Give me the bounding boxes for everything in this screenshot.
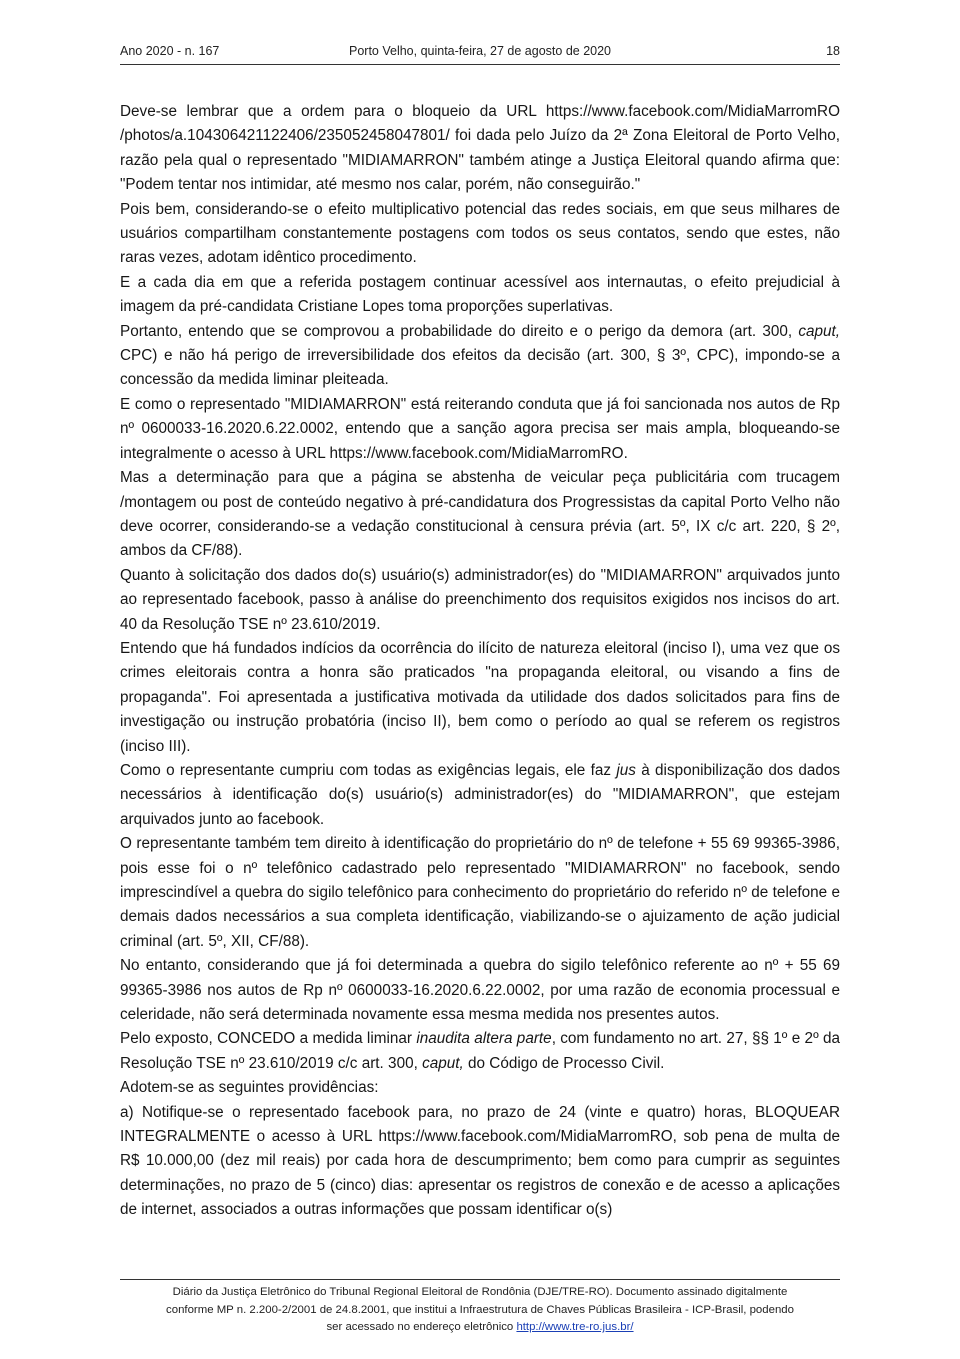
paragraph bbox=[120, 1027, 840, 1076]
text-run: do Código de Processo Civil. bbox=[463, 1054, 665, 1072]
text-run: , com fundamento no art. 27, §§ 1º e 2º da Resolução TSE nº 23.610/2019 c/c art. 300, bbox=[120, 1030, 840, 1072]
issue-number: Ano 2020 - n. 167 bbox=[120, 44, 220, 58]
place-date: Porto Velho, quinta-feira, 27 de agosto de 2020 bbox=[349, 44, 611, 58]
paragraph: Mas a determinação para que a página se abstenha de veicular peça publicitária com trucagem /montagem ou post de conteúdo negativo à pré-candidatura dos Progressistas da capital Porto Velho não deve ocorrer, considerando-se a vedação constitucional à censura prévia (art. 5º, IX c/c art. 220, § 2º, ambos da CF/88). bbox=[120, 469, 840, 560]
paragraph: Adotem-se as seguintes providências: bbox=[120, 1079, 379, 1097]
paragraph: E como o representado "MIDIAMARRON" está reiterando conduta que já foi sancionada nos autos de Rp nº 0600033-16.2020.6.22.0002, entendo que a sanção agora precisa ser mais ampla, bloqueando-se integralmente o acesso à URL https://www.facebook.com/MidiaMarromRO. bbox=[120, 395, 840, 462]
paragraph: E a cada dia em que a referida postagem continuar acessível aos internautas, o efeito prejudicial à imagem da pré-candidata Cristiane Lopes toma proporções superlativas. bbox=[120, 273, 840, 316]
text-run: Pelo exposto, CONCEDO a medida liminar bbox=[120, 1030, 417, 1048]
text-run: Portanto, entendo que se comprovou a probabilidade do direito e o perigo da demora (art. 300, bbox=[120, 322, 799, 340]
paragraph: O representante também tem direito à identificação do proprietário do nº de telefone + 55 69 99365-3986, pois esse foi o nº telefônico cadastrado pelo representado "MIDIAMARRON" no facebook, sendo imprescindível a quebra do sigilo telefônico para conhecimento do proprietário do referido nº de telefone e demais dados necessários a sua completa identificação, viabilizando-se o ajuizamento de ação judicial criminal (art. 5º, XII, CF/88). bbox=[120, 835, 840, 950]
italic-term: caput, bbox=[422, 1054, 464, 1072]
text-run: à disponibilização dos dados necessários à identificação do(s) usuário(s) administrador(es) do "MIDIAMARRON", que estejam arquivados junto ao facebook. bbox=[120, 761, 840, 828]
text-run: Como o representante cumpriu com todas as exigências legais, ele faz bbox=[120, 761, 617, 779]
paragraph: Entendo que há fundados indícios da ocorrência do ilícito de natureza eleitoral (inciso I), uma vez que os crimes eleitorais contra a honra são praticados "na propaganda eleitoral, ou visando a fins de propaganda". Foi apresentada a justificativa motivada da utilidade dos dados solicitados para fins de investigação ou instrução probatória (inciso II), bem como o período ao qual se referem os registros (inciso III). bbox=[120, 639, 840, 755]
footer-line bbox=[110, 1319, 850, 1337]
text-run: CPC) e não há perigo de irreversibilidade dos efeitos da decisão (art. 300, § 3º, CPC), impondo-se a concessão da medida liminar pleiteada. bbox=[120, 347, 840, 389]
paragraph: Deve-se lembrar que a ordem para o bloqueio da URL https://www.facebook.com/MidiaMarromRO /photos/a.104306421122406/235052458047801/ foi dada pelo Juízo da 2ª Zona Eleitoral de Porto Velho, razão pela qual o representado "MIDIAMARRON" também atinge a Justiça Eleitoral quando afirma que: "Podem tentar nos intimidar, até mesmo nos calar, porém, não conseguirão." bbox=[120, 103, 840, 194]
tre-ro-link[interactable]: http://www.tre-ro.jus.br/ bbox=[516, 1321, 634, 1334]
page-number: 18 bbox=[826, 44, 840, 58]
footer-text: ser acessado no endereço eletrônico bbox=[326, 1321, 514, 1334]
italic-term: caput, bbox=[798, 322, 840, 340]
paragraph bbox=[120, 320, 840, 393]
document-body bbox=[120, 100, 840, 1223]
page-header bbox=[120, 44, 840, 62]
italic-term: jus bbox=[616, 761, 636, 779]
header-divider bbox=[120, 64, 840, 65]
italic-term: inaudita altera parte bbox=[416, 1030, 552, 1048]
footer-line: Diário da Justiça Eletrônico do Tribunal Regional Eleitoral de Rondônia (DJE/TRE-RO). Documento assinado digitalmente bbox=[172, 1286, 788, 1298]
paragraph bbox=[120, 759, 840, 832]
footer-line: conforme MP n. 2.200-2/2001 de 24.8.2001, que institui a Infraestrutura de Chaves Públicas Brasileira - ICP-Brasil, podendo bbox=[166, 1303, 794, 1316]
paragraph: a) Notifique-se o representado facebook para, no prazo de 24 (vinte e quatro) horas, BLOQUEAR INTEGRALMENTE o acesso à URL https://www.facebook.com/MidiaMarromRO, sob pena de multa de R$ 10.000,00 (dez mil reais) por cada hora de descumprimento; bem como para cumprir as seguintes determinações, no prazo de 5 (cinco) dias: apresentar os registros de conexão e de acesso a aplicações de internet, associados a outras informações que possam identificar o(s) bbox=[120, 1103, 840, 1219]
footer-divider bbox=[120, 1279, 840, 1280]
paragraph: Quanto à solicitação dos dados do(s) usuário(s) administrador(es) do "MIDIAMARRON" arquivados junto ao representado facebook, passo à análise do preenchimento dos requisitos exigidos nos incisos do art. 40 da Resolução TSE nº 23.610/2019. bbox=[120, 566, 840, 633]
page-footer bbox=[110, 1284, 850, 1337]
paragraph: Pois bem, considerando-se o efeito multiplicativo potencial das redes sociais, em que seus milhares de usuários compartilham constantemente postagens com todos os seus contatos, sendo que estes, não raras vezes, adotam idêntico procedimento. bbox=[120, 200, 840, 267]
paragraph: No entanto, considerando que já foi determinada a quebra do sigilo telefônico referente ao nº + 55 69 99365-3986 nos autos de Rp nº 0600033-16.2020.6.22.0002, por uma razão de economia processual e celeridade, não será determinada novamente essa mesma medida nos presentes autos. bbox=[120, 957, 840, 1024]
